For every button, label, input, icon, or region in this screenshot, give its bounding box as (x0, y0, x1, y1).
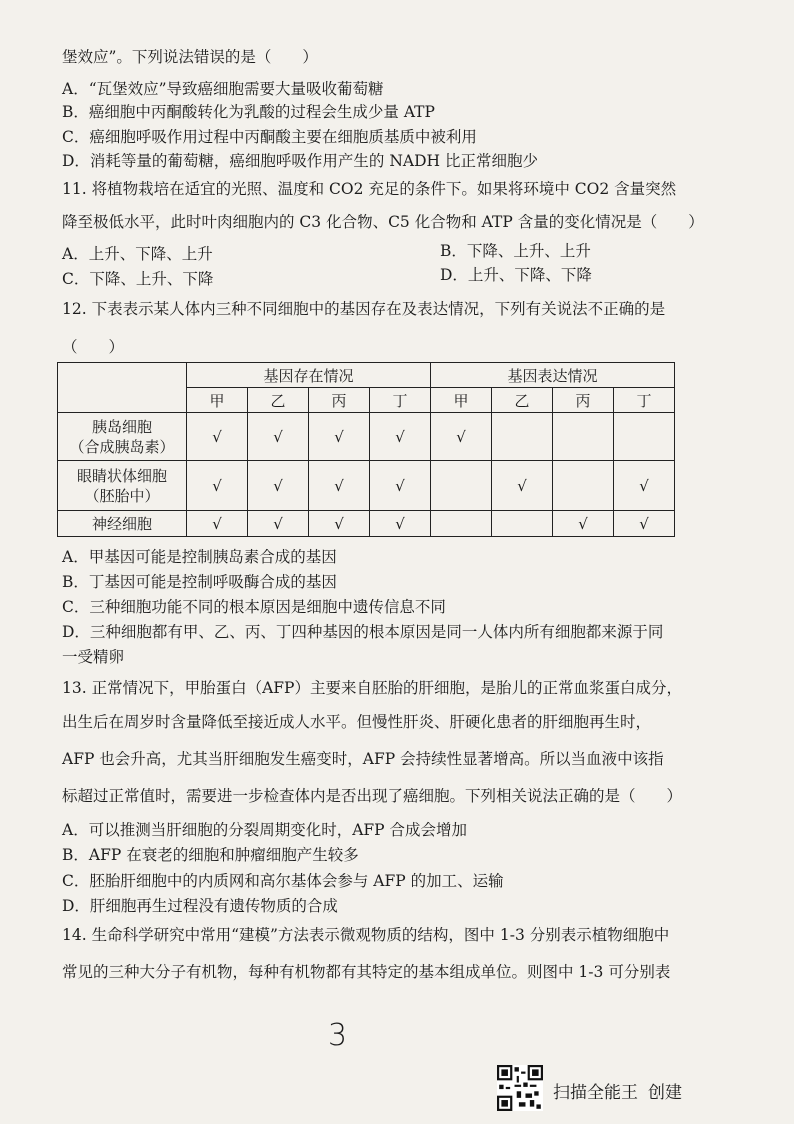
q13-stem-line4: 标超过正常值时，需要进一步检查体内是否出现了癌细胞。下列相关说法正确的是（ ） (62, 787, 683, 805)
q12-option-a: A．甲基因可能是控制胰岛素合成的基因 (62, 548, 337, 566)
gene-table-row-islet (58, 413, 675, 461)
q12-option-d-cont: 一受精卵 (62, 648, 125, 666)
gene-table-cell: √ (309, 413, 370, 461)
q12-stem-line2: （ ） (62, 338, 125, 356)
gene-table-cell: √ (248, 461, 309, 511)
q10-option-b: B．癌细胞中丙酮酸转化为乳酸的过程会生成少量 ATP (62, 103, 435, 121)
gene-table-cell: √ (187, 511, 248, 537)
gene-table-cell (492, 413, 553, 461)
gene-table-cell: √ (187, 413, 248, 461)
gene-table-gene-header: 丙 (553, 388, 614, 413)
q11-stem-line1: 11. 将植物栽培在适宜的光照、温度和 CO2 充足的条件下。如果将环境中 CO2 含量突然 (62, 180, 677, 198)
q12-stem-line1: 12. 下表表示某人体内三种不同细胞中的基因存在及表达情况，下列有关说法不正确的是 (62, 300, 666, 318)
gene-table-group-header: 基因表达情况 (431, 363, 675, 388)
gene-table-group-header: 基因存在情况 (187, 363, 431, 388)
q11-option-b: B．下降、上升、上升 (440, 242, 591, 260)
gene-table-corner-cell (58, 363, 187, 413)
gene-table-group-header-row (58, 363, 675, 388)
q12-option-b: B．丁基因可能是控制呼吸酶合成的基因 (62, 573, 337, 591)
q13-option-c: C．胚胎肝细胞中的内质网和高尔基体会参与 AFP 的加工、运输 (62, 872, 504, 890)
gene-table-cell: √ (370, 413, 431, 461)
gene-table-cell: √ (370, 461, 431, 511)
gene-table-cell (431, 511, 492, 537)
scanner-watermark (553, 1078, 692, 1103)
gene-table-gene-header: 甲 (187, 388, 248, 413)
q13-stem-line3: AFP 也会升高，尤其当肝细胞发生癌变时，AFP 会持续性显著增高。所以当血液中该指 (62, 750, 664, 768)
gene-table-cell: √ (614, 461, 675, 511)
row-label-line2: （胚胎中） (84, 486, 160, 505)
gene-table (57, 362, 675, 537)
scanner-brand-name: 扫描全能王 (553, 1083, 638, 1103)
gene-table-row-nerve (58, 511, 675, 537)
q14-stem-line2: 常见的三种大分子有机物，每种有机物都有其特定的基本组成单位。则图中 1-3 可分别表 (62, 963, 671, 981)
q13-option-b: B．AFP 在衰老的细胞和肿瘤细胞产生较多 (62, 846, 359, 864)
scanner-brand-action: 创建 (648, 1083, 682, 1103)
gene-table-row-label (58, 461, 187, 511)
q11-option-a: A．上升、下降、上升 (62, 245, 213, 263)
q10-option-d: D．消耗等量的葡萄糖，癌细胞呼吸作用产生的 NADH 比正常细胞少 (62, 152, 538, 170)
gene-table-cell: √ (248, 413, 309, 461)
row-label-line1: 眼睛状体细胞 (76, 466, 167, 485)
gene-table-gene-header: 丙 (309, 388, 370, 413)
gene-table-gene-header: 丁 (370, 388, 431, 413)
gene-table-gene-header: 丁 (614, 388, 675, 413)
gene-table-cell (553, 461, 614, 511)
gene-table-cell: √ (248, 511, 309, 537)
q13-stem-line2: 出生后在周岁时含量降低至接近成人水平。但慢性肝炎、肝硬化患者的肝细胞再生时， (62, 713, 652, 731)
q13-option-d: D．肝细胞再生过程没有遗传物质的合成 (62, 897, 338, 915)
gene-table-cell (492, 511, 553, 537)
gene-table-cell: √ (309, 461, 370, 511)
gene-table-row-lens (58, 461, 675, 511)
qr-code-icon (497, 1065, 543, 1111)
q10-stem-end: 堡效应”。下列说法错误的是（ ） (62, 48, 318, 66)
gene-table-row-label (58, 413, 187, 461)
gene-table-gene-header: 乙 (492, 388, 553, 413)
handwritten-page-number: 3 (328, 1018, 348, 1053)
q11-option-d: D．上升、下降、下降 (440, 266, 592, 284)
q11-option-c: C．下降、上升、下降 (62, 270, 214, 288)
q12-option-c: C．三种细胞功能不同的根本原因是细胞中遗传信息不同 (62, 598, 446, 616)
row-label-line2: （合成胰岛素） (69, 437, 175, 456)
gene-table-cell: √ (614, 511, 675, 537)
q13-stem-line1: 13. 正常情况下，甲胎蛋白（AFP）主要来自胚胎的肝细胞，是胎儿的正常血浆蛋白成分， (62, 679, 682, 697)
gene-table-cell: √ (309, 511, 370, 537)
q10-option-c: C．癌细胞呼吸作用过程中丙酮酸主要在细胞质基质中被利用 (62, 128, 477, 146)
gene-table-gene-header: 乙 (248, 388, 309, 413)
q12-option-d: D．三种细胞都有甲、乙、丙、丁四种基因的根本原因是同一人体内所有细胞都来源于同 (62, 623, 664, 641)
row-label-line1: 胰岛细胞 (91, 417, 152, 436)
q14-stem-line1: 14. 生命科学研究中常用“建模”方法表示微观物质的结构，图中 1-3 分别表示植物细胞中 (62, 926, 670, 944)
gene-table-cell: √ (431, 413, 492, 461)
q10-option-a: A．“瓦堡效应”导致癌细胞需要大量吸收葡萄糖 (62, 80, 384, 98)
q13-option-a: A．可以推测当肝细胞的分裂周期变化时，AFP 合成会增加 (62, 821, 467, 839)
gene-table-cell: √ (492, 461, 553, 511)
q11-stem-line2: 降至极低水平，此时叶肉细胞内的 C3 化合物、C5 化合物和 ATP 含量的变化情况是（ ） (62, 213, 704, 231)
gene-table-cell: √ (370, 511, 431, 537)
gene-table-row-label: 神经细胞 (58, 511, 187, 537)
gene-table-cell (431, 461, 492, 511)
gene-table-cell: √ (553, 511, 614, 537)
gene-table-cell: √ (187, 461, 248, 511)
gene-table-cell (553, 413, 614, 461)
gene-table-cell (614, 413, 675, 461)
gene-table-gene-header: 甲 (431, 388, 492, 413)
